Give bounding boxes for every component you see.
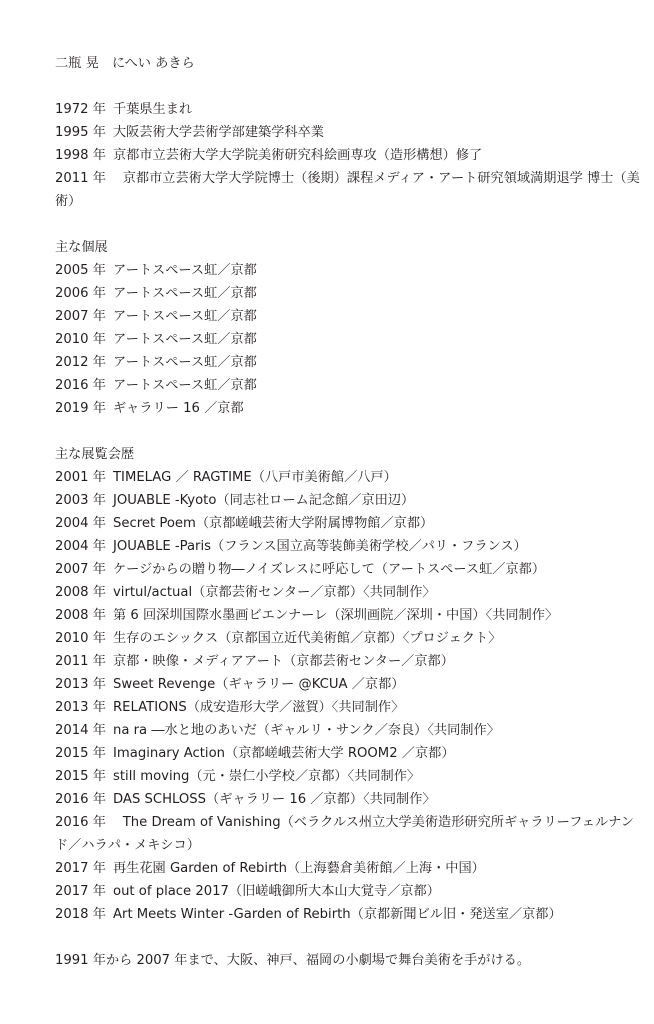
group-entry [55, 903, 640, 926]
group-text: 生存のエシックス（京都国立近代美術館／京都）〈プロジェクト〉 [113, 631, 502, 646]
group-year: 2004 年 [55, 516, 106, 531]
group-entry [55, 650, 640, 673]
group-entry [55, 880, 640, 903]
solo-entry [55, 374, 640, 397]
group-year: 2017 年 [55, 861, 106, 876]
group-text: JOUABLE -Kyoto（同志社ローム記念館／京田辺） [113, 493, 415, 508]
group-entry [55, 512, 640, 535]
group-text: 再生花園 Garden of Rebirth（上海藝倉美術館／上海・中国） [113, 861, 485, 876]
group-year: 2016 年 [55, 792, 106, 807]
group-text: Imaginary Action（京都嵯峨芸術大学 ROOM2 ／京都） [113, 746, 455, 761]
group-year: 2013 年 [55, 677, 106, 692]
solo-entry [55, 259, 640, 282]
group-year: 2011 年 [55, 654, 106, 669]
bio-year: 1998 年 [55, 148, 106, 163]
group-text: Secret Poem（京都嵯峨芸術大学附属博物館／京都） [113, 516, 434, 531]
solo-year: 2016 年 [55, 378, 106, 393]
solo-text: アートスペース虹／京都 [113, 263, 257, 278]
bio-entry [55, 98, 640, 121]
group-text: 第 6 回深圳国際水墨画ビエンナーレ（深圳画院／深圳・中国）〈共同制作〉 [113, 608, 559, 623]
group-text: out of place 2017（旧嵯峨御所大本山大覚寺／京都） [113, 884, 440, 899]
solo-entry [55, 397, 640, 420]
group-entry [55, 581, 640, 604]
bio-list [55, 98, 640, 213]
solo-year: 2010 年 [55, 332, 106, 347]
bio-year: 2011 年 [55, 171, 106, 186]
group-entry [55, 765, 640, 788]
group-entry [55, 558, 640, 581]
group-entry [55, 696, 640, 719]
group-year: 2004 年 [55, 539, 106, 554]
solo-text: アートスペース虹／京都 [113, 378, 257, 393]
group-entry [55, 627, 640, 650]
group-year: 2014 年 [55, 723, 106, 738]
group-heading: 主な展覧会歴 [55, 447, 135, 462]
solo-text: アートスペース虹／京都 [113, 332, 257, 347]
group-entry [55, 673, 640, 696]
solo-text: アートスペース虹／京都 [113, 286, 257, 301]
group-text: DAS SCHLOSS（ギャラリー 16 ／京都）〈共同制作〉 [113, 792, 436, 807]
group-year: 2015 年 [55, 746, 106, 761]
group-year: 2018 年 [55, 907, 106, 922]
solo-text: ギャラリー 16 ／京都 [113, 401, 244, 416]
group-year: 2003 年 [55, 493, 106, 508]
solo-year: 2005 年 [55, 263, 106, 278]
group-entry [55, 811, 640, 857]
solo-text: アートスペース虹／京都 [113, 309, 257, 324]
group-section [55, 443, 640, 926]
bio-entry [55, 144, 640, 167]
group-year: 2013 年 [55, 700, 106, 715]
solo-year: 2012 年 [55, 355, 106, 370]
solo-year: 2019 年 [55, 401, 106, 416]
group-year: 2015 年 [55, 769, 106, 784]
group-year: 2016 年 [55, 815, 106, 830]
group-entry [55, 742, 640, 765]
bio-text: 大阪芸術大学芸術学部建築学科卒業 [113, 125, 324, 140]
document-page [55, 52, 640, 972]
group-text: 京都・映像・メディアアート（京都芸術センター／京都） [113, 654, 454, 669]
group-year: 2001 年 [55, 470, 106, 485]
group-entry [55, 788, 640, 811]
solo-entry [55, 282, 640, 305]
bio-entry [55, 167, 640, 213]
group-entry [55, 719, 640, 742]
group-text: JOUABLE -Paris（フランス国立高等装飾美術学校／パリ・フランス） [113, 539, 527, 554]
group-text: The Dream of Vanishing（ベラクルス州立大学美術造形研究所ギャラリーフェルナンド／ハラパ・メキシコ） [55, 815, 634, 853]
group-text: ケージからの贈り物―ノイズレスに呼応して（アートスペース虹／京都） [113, 562, 546, 577]
group-entry [55, 466, 640, 489]
solo-year: 2006 年 [55, 286, 106, 301]
solo-text: アートスペース虹／京都 [113, 355, 257, 370]
bio-text: 京都市立芸術大学大学院博士（後期）課程メディア・アート研究領域満期退学 博士（美術） [55, 171, 640, 209]
solo-entry [55, 328, 640, 351]
artist-name: 二瓶 晃 にへい あきら [55, 56, 195, 71]
solo-entry [55, 351, 640, 374]
solo-section [55, 236, 640, 420]
group-text: na ra ―水と地のあいだ（ギャルリ・サンク／奈良）〈共同制作〉 [113, 723, 500, 738]
group-text: Sweet Revenge（ギャラリー @KCUA ／京都） [113, 677, 405, 692]
bio-text: 京都市立芸術大学大学院美術研究科絵画専攻（造形構想）修了 [113, 148, 483, 163]
group-year: 2010 年 [55, 631, 106, 646]
group-text: still moving（元・崇仁小学校／京都）〈共同制作〉 [113, 769, 421, 784]
closing-note: 1991 年から 2007 年まで、大阪、神戸、福岡の小劇場で舞台美術を手がける。 [55, 953, 531, 968]
spacer [55, 420, 640, 443]
group-year: 2007 年 [55, 562, 106, 577]
group-entry [55, 857, 640, 880]
group-year: 2008 年 [55, 585, 106, 600]
solo-heading: 主な個展 [55, 240, 108, 255]
bio-text: 千葉県生まれ [113, 102, 193, 117]
spacer [55, 75, 640, 98]
group-text: Art Meets Winter -Garden of Rebirth（京都新聞ビル旧・発送室／京都） [113, 907, 562, 922]
spacer [55, 213, 640, 236]
group-text: RELATIONS（成安造形大学／滋賀）〈共同制作〉 [113, 700, 405, 715]
group-year: 2008 年 [55, 608, 106, 623]
group-text: virtul/actual（京都芸術センター／京都）〈共同制作〉 [113, 585, 436, 600]
group-text: TIMELAG ／ RAGTIME（八戸市美術館／八戸） [113, 470, 397, 485]
group-entry [55, 604, 640, 627]
bio-year: 1995 年 [55, 125, 106, 140]
group-entry [55, 535, 640, 558]
spacer [55, 926, 640, 949]
group-entry [55, 489, 640, 512]
bio-entry [55, 121, 640, 144]
group-year: 2017 年 [55, 884, 106, 899]
solo-year: 2007 年 [55, 309, 106, 324]
solo-entry [55, 305, 640, 328]
bio-year: 1972 年 [55, 102, 106, 117]
